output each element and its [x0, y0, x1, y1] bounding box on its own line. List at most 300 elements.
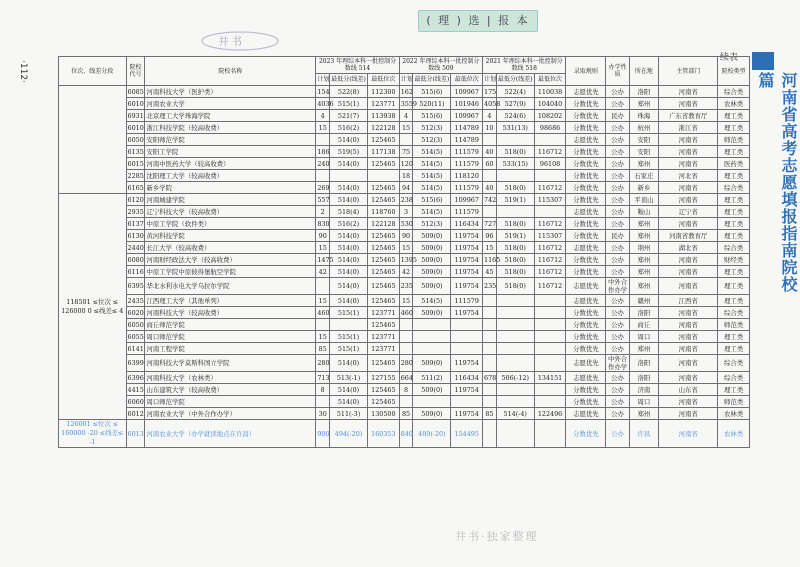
table-cell: 安阳	[629, 134, 659, 146]
table-cell: 河南省	[659, 343, 718, 355]
table-row	[59, 230, 750, 242]
table-cell: 6135	[127, 147, 144, 156]
header-2023: 2023 年理综本科一批控制分数线 514	[316, 57, 399, 74]
table-cell: 河南省	[659, 319, 718, 331]
table-row	[59, 218, 750, 230]
table-cell: 2285	[127, 171, 144, 180]
table-cell	[496, 134, 534, 146]
subheader-rank: 最低位次	[451, 74, 483, 86]
table-cell: 河南科技大学（较高收费）	[145, 307, 316, 319]
table-cell: 理工类	[718, 110, 750, 122]
table-cell: 509(0)	[413, 384, 451, 396]
table-cell: 公办	[606, 384, 629, 396]
table-cell: 123771	[368, 331, 400, 343]
table-cell: 119754	[451, 278, 483, 295]
range-cell: 126001 ≤位次 ≤ 160000 -20 ≤线差≤ -1	[59, 420, 127, 448]
table-cell: 洛阳	[629, 372, 659, 384]
table-cell: 514(0)	[330, 254, 368, 266]
table-cell: 分数优先	[566, 122, 606, 134]
table-cell: 分数优先	[566, 384, 606, 396]
section-banner: ( 理 ) 选 | 报 本	[418, 10, 538, 32]
table-cell: 公办	[606, 182, 629, 194]
table-cell: 河南省	[659, 146, 718, 158]
subheader-rank: 最低位次	[534, 74, 566, 86]
table-cell: 4036	[317, 99, 334, 108]
table-cell: 530	[400, 219, 413, 228]
table-cell: 郑州	[629, 278, 659, 295]
table-cell: 6010	[127, 99, 144, 108]
table-cell	[534, 295, 566, 307]
table-cell: 分数优先	[566, 343, 606, 355]
table-cell: 石家庄	[629, 170, 659, 182]
table-cell: 河南省	[659, 331, 718, 343]
table-row	[59, 146, 750, 158]
table-cell: 15	[316, 122, 330, 134]
table-cell: 527(9)	[496, 98, 534, 110]
table-cell: 512(3)	[413, 122, 451, 134]
table-cell	[534, 396, 566, 408]
table-row	[59, 319, 750, 331]
table-cell: 中外合作办学	[606, 278, 629, 295]
table-cell: 民办	[606, 230, 629, 242]
table-cell	[534, 384, 566, 396]
table-row	[59, 110, 750, 122]
table-cell: 6080	[127, 255, 144, 264]
brand-mark-icon	[752, 52, 774, 70]
table-cell: 公办	[606, 194, 629, 206]
table-cell: 郑州	[629, 98, 659, 110]
table-cell: 综合类	[718, 372, 750, 384]
table-cell: 分数优先	[566, 266, 606, 278]
table-cell: 112300	[368, 86, 400, 98]
table-cell: 民办	[606, 110, 629, 122]
table-cell: 医药类	[718, 158, 750, 170]
table-cell: 许昌	[629, 420, 659, 448]
table-cell: 华北水利水电大学乌拉尔学院	[145, 278, 316, 295]
table-cell: 15	[399, 295, 413, 307]
table-cell	[399, 396, 413, 408]
table-cell: 116434	[451, 218, 483, 230]
table-cell: 125465	[368, 230, 400, 242]
table-cell: 120	[400, 159, 413, 168]
table-cell: 中原工学院（软件类）	[145, 218, 316, 230]
table-cell: 515(6)	[413, 86, 451, 98]
table-cell	[534, 206, 566, 218]
table-cell: 6050	[127, 135, 144, 144]
table-cell: 514(0)	[330, 266, 368, 278]
table-cell: 557	[317, 195, 330, 204]
table-cell: 理工类	[718, 146, 750, 158]
table-cell: 公办	[606, 307, 629, 319]
table-cell	[534, 343, 566, 355]
table-cell: 综合类	[718, 242, 750, 254]
table-cell: 85	[483, 408, 497, 420]
table-cell: 赣州	[629, 295, 659, 307]
table-cell: 742	[484, 195, 497, 204]
table-cell: 综合类	[718, 182, 750, 194]
table-cell	[316, 134, 330, 146]
table-row	[59, 122, 750, 134]
table-cell: 269	[317, 183, 330, 192]
table-cell	[483, 384, 497, 396]
table-cell: 519(5)	[330, 146, 368, 158]
table-row	[59, 307, 750, 319]
table-cell: 727	[484, 219, 497, 228]
table-row	[59, 355, 750, 372]
table-cell: 235	[483, 278, 497, 295]
table-cell: 4058	[484, 99, 501, 108]
table-cell: 8	[316, 384, 330, 396]
table-cell: 127155	[368, 372, 400, 384]
table-cell: 湖北省	[659, 242, 718, 254]
table-cell	[413, 319, 451, 331]
table-cell: 公办	[606, 242, 629, 254]
table-cell: 664	[400, 373, 413, 382]
table-cell: 分数优先	[566, 194, 606, 206]
table-cell: 280	[316, 355, 330, 372]
table-cell: 2440	[127, 243, 144, 252]
table-cell	[496, 331, 534, 343]
table-cell: 238	[400, 195, 413, 204]
table-cell: 北京理工大学珠海学院	[145, 110, 316, 122]
table-cell: 河南财经政法大学（较高收费）	[145, 254, 316, 266]
table-cell: 516(2)	[330, 122, 368, 134]
table-cell	[483, 343, 497, 355]
table-cell: 125465	[368, 242, 400, 254]
table-cell: 山东建筑大学（较高收费）	[145, 384, 316, 396]
table-cell: 公办	[606, 420, 629, 448]
table-cell: 2435	[127, 296, 144, 305]
table-cell: 6130	[127, 231, 144, 240]
table-cell: 514(0)	[330, 384, 368, 396]
table-cell: 514(0)	[330, 278, 368, 295]
table-cell: 108202	[534, 110, 566, 122]
table-cell: 15	[316, 242, 330, 254]
table-cell: 郑州	[629, 230, 659, 242]
table-row	[59, 158, 750, 170]
footer-watermark: 井书·独家整理	[455, 530, 539, 543]
table-cell: 公办	[606, 134, 629, 146]
table-cell: 94	[399, 182, 413, 194]
table-cell: 中原工学院中原彼得堡航空学院	[145, 266, 316, 278]
table-cell: 125465	[368, 158, 400, 170]
table-cell: 河南省	[659, 218, 718, 230]
table-cell: 509(0)	[413, 254, 451, 266]
table-row	[59, 242, 750, 254]
table-cell: 518(0)	[496, 254, 534, 266]
table-cell: 111579	[451, 295, 483, 307]
table-cell	[483, 396, 497, 408]
table-cell: 河南省	[659, 86, 718, 98]
table-cell: 理工类	[718, 343, 750, 355]
table-cell: 42	[316, 266, 330, 278]
table-cell	[483, 206, 497, 218]
table-row	[59, 86, 750, 98]
table-cell: 郑州	[629, 408, 659, 420]
table-cell: 186	[317, 147, 330, 156]
table-cell	[330, 170, 368, 182]
table-cell: 125465	[368, 266, 400, 278]
table-cell: 15	[399, 122, 413, 134]
table-cell: 公办	[606, 343, 629, 355]
table-cell: 514(5)	[413, 170, 451, 182]
table-cell: 师范类	[718, 319, 750, 331]
table-cell: 河南省	[659, 158, 718, 170]
table-cell: 志愿优先	[566, 86, 606, 98]
table-cell: 分数优先	[566, 230, 606, 242]
table-cell: 安阳师范学院	[145, 134, 316, 146]
table-cell	[483, 307, 497, 319]
table-cell: 公办	[606, 319, 629, 331]
table-row	[59, 134, 750, 146]
table-cell: 珠海	[629, 110, 659, 122]
table-cell: 河南科技大学（医护类）	[145, 86, 316, 98]
table-cell: 师范类	[718, 134, 750, 146]
table-body	[59, 86, 750, 448]
table-cell: 公办	[606, 372, 629, 384]
table-cell: 1165	[484, 255, 501, 264]
table-cell: 134151	[534, 372, 566, 384]
table-cell: 678	[484, 373, 497, 382]
table-cell: 506(-12)	[496, 372, 534, 384]
table-cell	[451, 319, 483, 331]
table-cell: 75	[399, 146, 413, 158]
table-cell: 财经类	[718, 254, 750, 266]
table-cell: 河南省	[659, 98, 718, 110]
table-cell: 综合类	[718, 307, 750, 319]
table-cell: 509(0)	[413, 266, 451, 278]
table-cell: 509(0)	[413, 230, 451, 242]
table-cell: 分数优先	[566, 158, 606, 170]
table-cell: 分数优先	[566, 170, 606, 182]
table-cell: 235	[399, 278, 413, 295]
table-cell	[496, 319, 534, 331]
table-cell: 郑州	[629, 343, 659, 355]
table-cell: 分数优先	[566, 182, 606, 194]
table-cell: 515(1)	[330, 331, 368, 343]
table-cell: 河南农业大学	[145, 98, 316, 110]
table-cell: 111579	[451, 182, 483, 194]
table-cell: 农林类	[718, 420, 750, 448]
table-cell: 浙江省	[659, 122, 718, 134]
table-cell: 广东省教育厅	[659, 110, 718, 122]
table-cell: 514(5)	[413, 295, 451, 307]
table-cell: 489(-20)	[413, 420, 451, 448]
table-cell: 509(0)	[413, 355, 451, 372]
table-cell: 商丘师范学院	[145, 319, 316, 331]
table-cell: 综合类	[718, 355, 750, 372]
table-cell: 6931	[127, 111, 144, 120]
table-cell: 119754	[451, 355, 483, 372]
table-cell: 志愿优先	[566, 278, 606, 295]
table-cell: 515(6)	[413, 194, 451, 206]
table-cell: 116712	[534, 254, 566, 266]
table-cell	[534, 307, 566, 319]
table-cell: 524(6)	[496, 110, 534, 122]
table-cell: 河南中医药大学（较高收费）	[145, 158, 316, 170]
header-2021: 2021 年理综本科一批控制分数线 518	[483, 57, 566, 74]
table-cell: 514(5)	[413, 206, 451, 218]
subheader-plan: 计划	[399, 74, 413, 86]
table-cell: 辽宁省	[659, 206, 718, 218]
table-cell: 512(3)	[413, 218, 451, 230]
table-cell: 鞍山	[629, 206, 659, 218]
table-cell: 公办	[606, 86, 629, 98]
table-cell: 101946	[451, 98, 483, 110]
table-cell: 15	[399, 242, 413, 254]
table-cell: 理工类	[718, 295, 750, 307]
table-cell: 周口	[629, 396, 659, 408]
table-cell: 96108	[534, 158, 566, 170]
table-cell: 平顶山	[629, 194, 659, 206]
table-cell	[399, 343, 413, 355]
table-cell: 河南省	[659, 278, 718, 295]
table-cell: 公办	[606, 158, 629, 170]
table-cell: 6050	[127, 320, 144, 329]
table-cell: 111579	[451, 146, 483, 158]
table-cell: 130500	[368, 408, 400, 420]
table-cell: 494(-20)	[330, 420, 368, 448]
table-cell	[534, 331, 566, 343]
table-row	[59, 384, 750, 396]
table-cell: 514(0)	[330, 396, 368, 408]
table-cell: 公办	[606, 408, 629, 420]
table-cell: 518(4)	[330, 206, 368, 218]
table-cell: 商丘	[629, 319, 659, 331]
admission-table	[58, 56, 750, 448]
table-cell: 河南省	[659, 420, 718, 448]
table-cell: 分数优先	[566, 146, 606, 158]
table-cell: 河南省	[659, 355, 718, 372]
table-cell	[483, 170, 497, 182]
table-cell	[451, 331, 483, 343]
table-cell: 514(0)	[330, 134, 368, 146]
header-rule: 录取规则	[566, 57, 606, 86]
table-row	[59, 170, 750, 182]
table-cell	[483, 331, 497, 343]
table-cell: 123771	[368, 98, 400, 110]
table-cell	[534, 420, 566, 448]
table-cell	[496, 420, 534, 448]
table-cell: 理工类	[718, 384, 750, 396]
table-cell: 荆州	[629, 242, 659, 254]
table-cell: 518(0)	[496, 266, 534, 278]
table-cell: 522(4)	[496, 86, 534, 98]
table-cell: 济南	[629, 384, 659, 396]
table-cell: 15	[483, 242, 497, 254]
table-cell: 125465	[368, 194, 400, 206]
range-cell: 118501 ≤位次 ≤ 126000 0 ≤线差≤ 4	[59, 194, 127, 420]
table-cell: 119754	[451, 254, 483, 266]
table-cell: 460	[317, 308, 330, 317]
table-cell: 理工类	[718, 206, 750, 218]
table-cell: 514(5)	[413, 146, 451, 158]
table-cell: 分数优先	[566, 307, 606, 319]
table-cell: 安阳	[629, 146, 659, 158]
table-cell: 志愿优先	[566, 372, 606, 384]
table-cell: 公办	[606, 396, 629, 408]
table-cell: 洛阳	[629, 355, 659, 372]
table-cell: 122128	[368, 218, 400, 230]
logo-text: 井书	[218, 35, 244, 48]
table-cell: 6055	[127, 332, 144, 341]
table-cell	[451, 396, 483, 408]
table-cell: 514(0)	[330, 295, 368, 307]
table-cell	[483, 319, 497, 331]
table-cell: 理工类	[718, 230, 750, 242]
table-cell: 分数优先	[566, 254, 606, 266]
table-cell: 119754	[451, 266, 483, 278]
table-cell	[496, 355, 534, 372]
table-cell: 109967	[451, 110, 483, 122]
table-cell: 河南省	[659, 307, 718, 319]
table-cell: 河南省	[659, 408, 718, 420]
table-cell: 安阳工学院	[145, 146, 316, 158]
table-cell	[413, 343, 451, 355]
table-cell: 分数优先	[566, 420, 606, 448]
table-row	[59, 266, 750, 278]
table-row	[59, 372, 750, 384]
table-cell: 519(1)	[496, 230, 534, 242]
header-location: 所在地	[629, 57, 659, 86]
table-cell: 新乡	[629, 182, 659, 194]
table-row	[59, 254, 750, 266]
table-cell: 160353	[368, 420, 400, 448]
table-cell: 509(0)	[413, 242, 451, 254]
table-cell: 119754	[451, 384, 483, 396]
table-cell: 119754	[451, 408, 483, 420]
table-cell: 119754	[451, 230, 483, 242]
table-cell: 公办	[606, 206, 629, 218]
table-cell: 15	[316, 295, 330, 307]
table-cell: 125465	[368, 182, 400, 194]
table-cell: 6141	[127, 344, 144, 353]
table-row	[59, 396, 750, 408]
table-cell: 河南省	[659, 182, 718, 194]
table-row	[59, 278, 750, 295]
table-cell	[483, 134, 497, 146]
table-cell: 518(0)	[496, 182, 534, 194]
table-cell: 162	[400, 87, 413, 96]
table-cell: 514(-4)	[496, 408, 534, 420]
table-cell: 6120	[127, 195, 144, 204]
table-row	[59, 343, 750, 355]
table-cell: 1475	[317, 255, 334, 264]
table-cell: 119754	[451, 307, 483, 319]
table-cell: 514(0)	[330, 158, 368, 170]
table-cell: 900	[316, 420, 330, 448]
table-cell: 521(7)	[330, 110, 368, 122]
table-row	[59, 331, 750, 343]
table-cell: 713	[317, 373, 330, 382]
table-cell: 514(5)	[413, 158, 451, 170]
table-cell	[496, 295, 534, 307]
table-cell: 830	[317, 219, 330, 228]
table-cell: 公办	[606, 295, 629, 307]
subheader-score: 最低分(线差)	[413, 74, 451, 86]
table-cell	[496, 307, 534, 319]
table-cell: 6396	[127, 373, 144, 382]
table-cell: 中外合作办学	[606, 355, 629, 372]
table-cell: 514(0)	[330, 355, 368, 372]
table-cell: 175	[484, 87, 497, 96]
table-cell: 116712	[534, 266, 566, 278]
table-cell: 118760	[368, 206, 400, 218]
table-cell: 115307	[534, 230, 566, 242]
table-cell: 40	[483, 182, 497, 194]
table-cell: 1395	[400, 255, 417, 264]
table-cell: 110038	[534, 86, 566, 98]
